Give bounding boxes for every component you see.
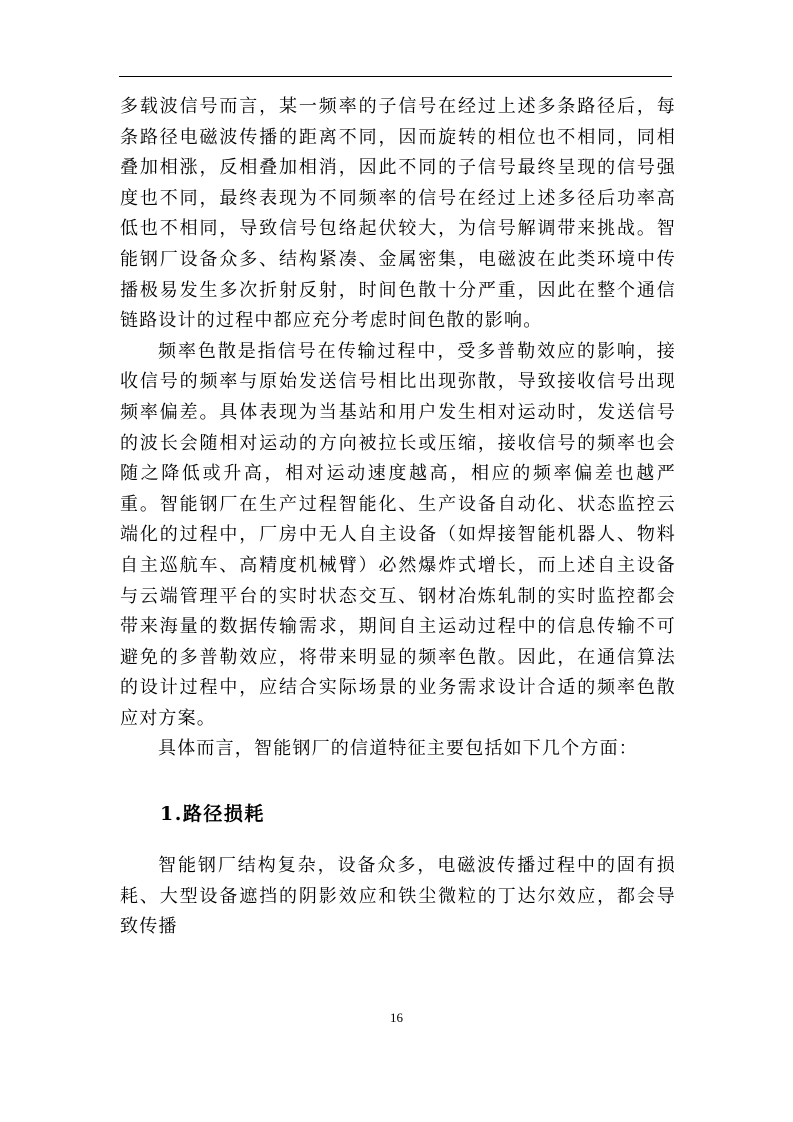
paragraph-channel-features-intro: 具体而言，智能钢厂的信道特征主要包括如下几个方面： (158, 738, 638, 760)
paragraph-path-loss: 智能钢厂结构复杂，设备众多，电磁波传播过程中的固有损耗、大型设备遮挡的阴影效应和铁尘微粒的丁达尔效应，都会导致传播 (120, 855, 676, 938)
paragraph-time-dispersion: 多载波信号而言，某一频率的子信号在经过上述多条路径后，每条路径电磁波传播的距离不同，因而旋转的相位也不相同，同相叠加相涨，反相叠加相消，因此不同的子信号最终呈现的信号强度也不同，最终表现为不同频率的信号在经过上述多径后功率高低也不相同，导致信号包络起伏较大，为信号解调带来挑战。智能钢厂设备众多、结构紧凑、金属密集，电磁波在此类环境中传播极易发生多次折射反射，时间色散十分严重，因此在整个通信链路设计的过程中都应充分考虑时间色散的影响。 (120, 96, 676, 332)
page-number: 16 (390, 1010, 403, 1025)
paragraph-frequency-dispersion: 频率色散是指信号在传输过程中，受多普勒效应的影响，接收信号的频率与原始发送信号相比出现弥散，导致接收信号出现频率偏差。具体表现为当基站和用户发生相对运动时，发送信号的波长会随相对运动的方向被拉长或压缩，接收信号的频率也会随之降低或升高，相对运动速度越高，相应的频率偏差也越严重。智能钢厂在生产过程智能化、生产设备自动化、状态监控云端化的过程中，厂房中无人自主设备（如焊接智能机器人、物料自主巡航车、高精度机械臂）必然爆炸式增长，而上述自主设备与云端管理平台的实时状态交互、钢材冶炼轧制的实时监控都会带来海量的数据传输需求，期间自主运动过程中的信息传输不可避免的多普勒效应，将带来明显的频率色散。因此，在通信算法的设计过程中，应结合实际场景的业务需求设计合适的频率色散应对方案。 (120, 340, 676, 729)
header-rule (119, 76, 672, 77)
section-heading-path-loss: 1.路径损耗 (160, 803, 265, 826)
page-content (120, 92, 676, 943)
